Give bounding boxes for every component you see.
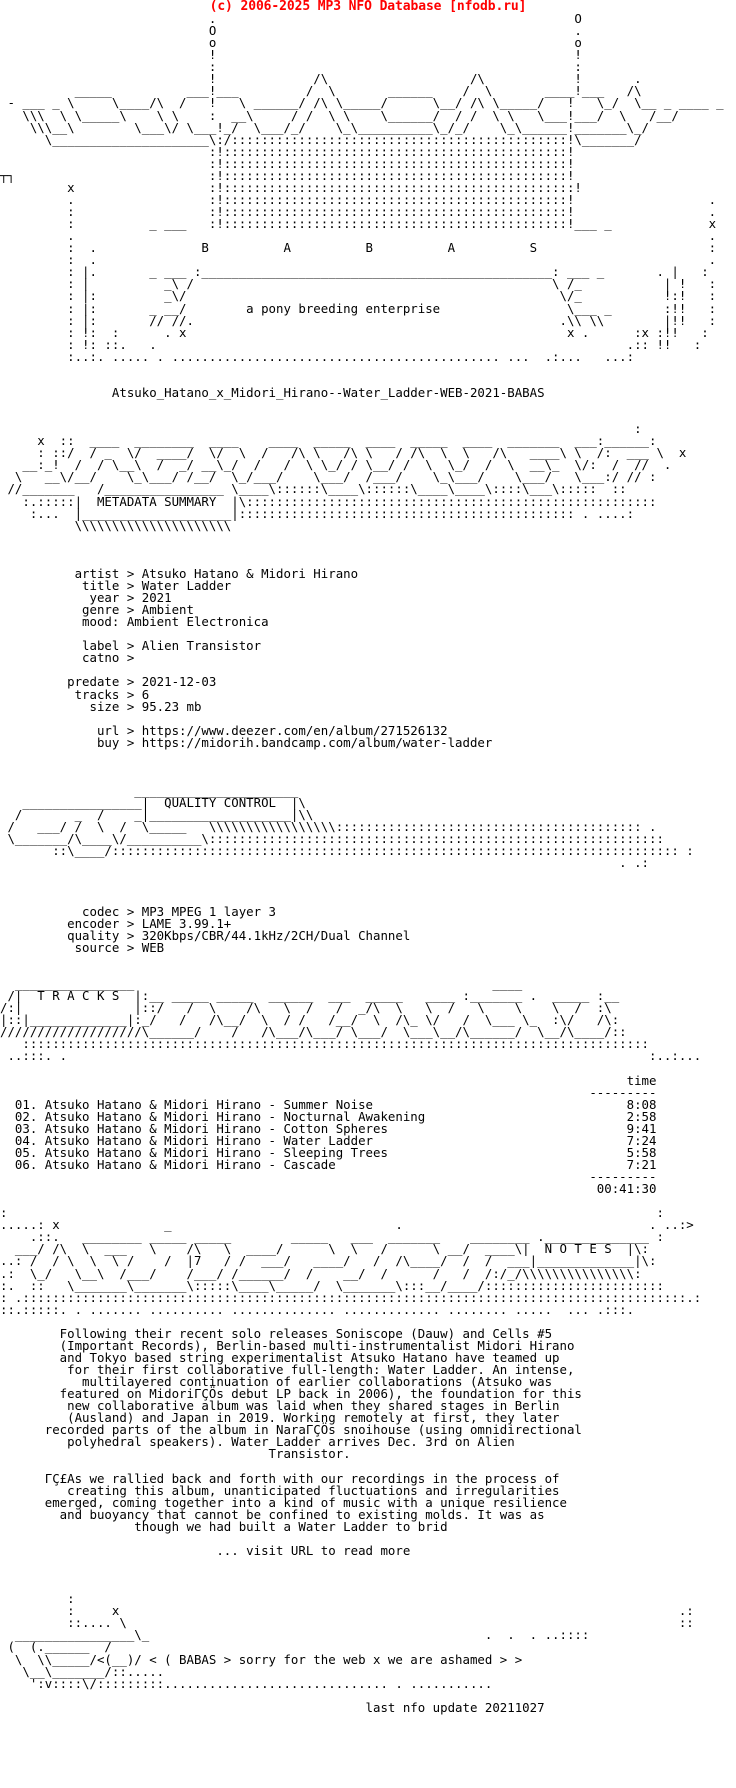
site-header xyxy=(0,0,736,13)
nfo-ascii-document: . O O . o o ! ! : : ! /\ /\ ! . _____ ___!___ / \ ______ / \ ____!___ /\ - ___ _ \ \____/\ / ! \ ______/ /\ \_____/ \__/ /\ \_____/ ! \_/ \__ _ ____ _ \\\ \ \_____\ \ \ : __\ / / \ \ \______/ / / \ \ \___!___/ \ /__/ \\\__\ \___\/ \___!_/ \___/_/ \_\__________\_/_/ \_\______!_______\_/ \_____________________\:/:::::::::::::::::::::::::::::::::::::::::::::!\_______/ :!::::::::::::::::::::::::::::::::::::::::::::::! :!::::::::::::::::::::::::::::::::::::::::::::::! ┬┐ :!::::::::::::::::::::::::::::::::::::::::::::::! x :!:::::::::::::::::::::::::::::::::::::::::::::::! . :!::::::::::::::::::::::::::::::::::::::::::::::! . : :!::::::::::::::::::::::::::::::::::::::::::::::! . : _ ___ :!::::::::::::::::::::::::::::::::::::::::::::::!___ _ x . . : . B A B A S : : . . : |. _ ___ :_______________________________________________: ___ _ . | : : | _\ / \ /_ | ! : : |: _\/ \/_ !:! : : |: _ __/ a pony breeding enterprise \___ _ :!! : : |: // //. .\\ \\ |!! : : !: : . x x . :x :!! : : !: ::. . .:: !! : :..:. ..... . ............................................ ... .:... ...: Atsuko_Hatano_x_Midori_Hirano--Water_Ladder-WEB-2021-BABAS : x :: ____ ________ ____ ____ _____ ____ _____ ____ _______ ___:______: : ::/ / _ \/ ____/ \/ \ / /\ \ /\ \ / /\ \ \ /\ ____\ \ /: ___ \ x __:_! / / \__\ / _/ __\_/ / / \ \_/ / \__/ / \ \_/ / \ __\_ \/: / // . \ __\/__/ \_\___/ /__/ \_/___/ \___/ /___/ \_\___/ \___/ \___:/ // : //_______ /________________ \____\::::::\____\::::::\____\____\::::\___\::::: :: :.:::::| METADATA SUMMARY |\::::::::::::::::::::::::::::::::::::::::::::::::::::::: :... |____________________|::::::::::::::::::::::::::::::::::::::::::::: . ....: \\\\\\\\\\\\\\\\\\\\\ artist > Atsuko Hatano & Midori Hirano title > Water Ladder year > 2021 genre > Ambient mood: Ambient Electronica label > Alien Transistor catno > predate > 2021-12-03 tracks > 6 size > 95.23 mb url > https://www.deezer.com/en/album/271526132 buy > https://midorih.bandcamp.com/album/water-ladder ______________________ ________________| QUALITY CONTROL |\ / _ / _|___________________|\\ / ___/ / \ / \_____ \\\\\\\\\\\\\\\\\::::::::::::::::::::::::::::::::::::::::: . \_______/\____\/__________\::::::::::::::::::::::::::::::::::::::::::::::::::::::::::::: ::\____/:::::::::::::::::::::::::::::::::::::::::::::::::::::::::::::::::::::::::::: : . .: codec > MP3 MPEG 1 layer 3 encoder > LAME 3.99.1+ quality > 320Kbps/CBR/44.1kHz/2CH/Dual Channel source > WEB ________________ ____ /| T R A C K S |:__ _____ _____ ______ ___ _____ ____ :_______ . _____ :__ /:| |::/ / \ /\ \ / / _/\ \ \ / \ \ \ / :\ |::|_____________|:_/ / /\__/ \ / / /__/ \ /\_ \/ / \___ \_ :\/ /\: ///////////////////\______/ / /\___/\___/ \___/ \___\__/\______/ \__/\____/:: :::::::::::::::::::::::::::::::::::::::::::::::::::::::::::::::::::::::::::::::::::: ..:::. . :..:... time --------- 01. Atsuko Hatano & Midori Hirano - Summer Noise 8:08 02. Atsuko Hatano & Midori Hirano - Nocturnal Awakening 2:58 03. Atsuko Hatano & Midori Hirano - Cotton Spheres 9:41 04. Atsuko Hatano & Midori Hirano - Water Ladder 7:24 05. Atsuko Hatano & Midori Hirano - Sleeping Trees 5:58 06. Atsuko Hatano & Midori Hirano - Cascade 7:21 --------- 00:41:30 : : .....: x _ . . ..:> .::. ________ _____ _____ _____ ___ _______ ________ .______________ : ___/ /\ \ ___ \ /\ \ ____/ \ \ / \ __/ ____\| N O T E S |\: ..: / / \ \ \ / / |7 / / ___/ ____/ / /\____/ / / ___|_____________|\: .: \_/ \__\ /___/ /___/ /______/ / __/ / / / /:/_/\\\\\\\\\\\\\\\: :. :: \_______\_______\:::::\____\_____/ \_______\:::__/____/:::::::::::::::::::::::: : .:::::::::::::::::::::::::::::::::::::::::::::::::::::::::::::::::::::::::::::::::::::::::.: ::.:::::. . ....... .......... .............. ............. ........ ..... ... .:::. Following their recent solo releases Soniscope (Dauw) and Cells #5 (Important Records), Berlin-based multi-instrumentalist Midori Hirano and Tokyo based string experimentalist Atsuko Hatano have teamed up for their first collaborative full-length: Water Ladder. An intense, multilayered continuation of earlier collaborations (Atsuko was featured on MidoriГÇÖs debut LP back in 2006), the foundation for this new collaborative album was laid when they shared stages in Berlin (Ausland) and Japan in 2019. Working remotely at first, they later recorded parts of the album in NaraГÇÖs snoihouse (using omnidirectional polyhedral speakers). Water Ladder arrives Dec. 3rd on Alien Transistor. ГÇ£As we rallied back and forth with our recordings in the process of creating this album, unanticipated fluctuations and irregularities emerged, coming together into a kind of music with a unique resilience and buoyancy that cannot be confined to existing molds. It was as though we had built a Water Ladder to brid ... visit URL to read more : : x .: ::.... \ :: ________________\_ . . . ..:::: ( (.______ / \ \\_____/<(__)/ < ( BABAS > sorry for the web x we are ashamed > > \__\_______/::..... ':v::::\/:::::::::.............................. . ........... last nfo update 20211027 xyxy=(0,13,724,1715)
copyright-link[interactable]: (c) 2006-2025 MP3 NFO Database [nfodb.ru] xyxy=(209,0,527,14)
